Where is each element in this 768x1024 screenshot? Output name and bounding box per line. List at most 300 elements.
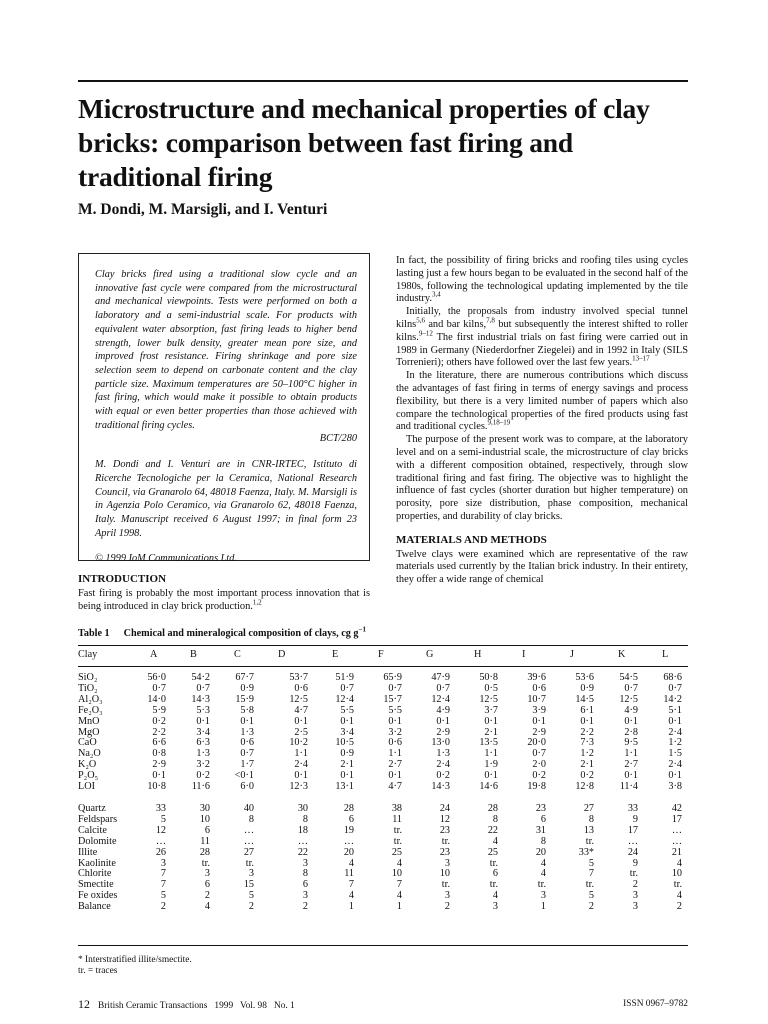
table-cell: 3 [444, 890, 450, 902]
row-label: K₂O [78, 759, 97, 771]
table-cell: 2·1 [580, 759, 594, 771]
abstract-box [78, 253, 370, 565]
table-cell: 1·9 [484, 759, 498, 771]
text: In fact, the possibility of firing bricks and roofing tiles using cycles lasting just a few hours began to be evaluated in the second half of the 1980s, following the technological updating implemented by the tile industry. [396, 255, 689, 305]
column-header: C [234, 649, 241, 660]
methods-heading: MATERIALS AND METHODS [396, 533, 547, 546]
table-cell: 2·9 [152, 759, 166, 771]
table-cell: tr. [489, 857, 498, 869]
article-title: Microstructure and mechanical properties of clay bricks: comparison between fast firing and traditional firing [78, 93, 650, 192]
table-cell: 2·4 [436, 759, 450, 771]
author-affiliation: M. Dondi and I. Venturi are in CNR-IRTEC, Istituto di Ricerche Tecnologiche per la Ceramica, National Research Council, via Granarolo 64, 48018 Faenza, Italy. M. Marsigli is in Agenzia Polo Ceramico, via Granarolo 62, 48018 Faenza, Italy. Manuscript received 6 August 1997; in final form 23 April 1998. [95, 459, 357, 539]
table-cell: 2·4 [668, 759, 682, 771]
table-cell: 0·6 [388, 737, 402, 749]
table-cell: 0·1 [152, 770, 166, 782]
table-note: * Interstratified illite/smectite. [78, 955, 192, 965]
table-cell: 10·8 [147, 781, 166, 793]
table-cell: 39·6 [527, 672, 546, 683]
table-cell: … [671, 824, 682, 836]
table-cell: 4 [348, 857, 354, 869]
footer-left [78, 997, 295, 1012]
table-cell: 0·6 [532, 682, 546, 694]
column-header-clay: Clay [78, 649, 98, 660]
table-cell: 0·1 [196, 715, 210, 727]
table-cell: 1·3 [196, 748, 210, 760]
row-label: MgO [78, 726, 100, 738]
paragraph [396, 255, 688, 306]
table-cell: 11 [392, 813, 402, 825]
row-label: Smectite [78, 879, 114, 891]
table-row [78, 673, 692, 684]
row-label: SiO₂ [78, 672, 98, 683]
column-header: J [570, 649, 574, 660]
table-cell: … [155, 835, 166, 847]
table-cell: 1·1 [294, 748, 308, 760]
top-rule [78, 80, 688, 82]
table-cell: 33* [578, 846, 594, 858]
table-cell: 2 [588, 901, 594, 913]
table-cell: 13·0 [431, 737, 450, 749]
table-cell: … [243, 824, 254, 836]
table-cell: 4 [396, 857, 402, 869]
citation: 13–17 [632, 354, 650, 363]
table-caption [78, 625, 366, 639]
table-cell: 1·1 [484, 748, 498, 760]
table-cell: 1·5 [668, 748, 682, 760]
table-cell: 0·7 [340, 682, 354, 694]
table-cell: 30 [297, 803, 308, 814]
abstract-code: BCT/280 [319, 433, 357, 445]
table-cell: 6 [540, 813, 546, 825]
table-cell: 0·1 [484, 770, 498, 782]
table-cell: 8 [492, 813, 498, 825]
table-cell: 12 [155, 824, 166, 836]
table-cell: tr. [537, 879, 546, 891]
text: Initially, the proposals from industry involved special tunnel kilns [396, 306, 688, 330]
table-cell: 20 [535, 846, 546, 858]
table-cell: 10·2 [289, 737, 308, 749]
table-row [78, 695, 692, 706]
table-cell: 10 [391, 868, 402, 880]
table-cell: 0·7 [436, 682, 450, 694]
table-cell: 1·7 [240, 759, 254, 771]
table-cell: 0·9 [340, 748, 354, 760]
table-cell: 11·6 [191, 781, 210, 793]
table-cell: 5 [160, 890, 166, 902]
table-cell: 33 [155, 803, 166, 814]
table-cell: 50·8 [479, 672, 498, 683]
table-cell: 12·5 [479, 693, 498, 705]
table-cell: 3 [302, 857, 308, 869]
table-cell: 5·8 [240, 704, 254, 716]
table-cell: 14·6 [479, 781, 498, 793]
table-cell: 3·7 [484, 704, 498, 716]
column-header: H [474, 649, 482, 660]
paragraph [396, 370, 688, 434]
table-row [78, 749, 692, 760]
table-cell: 8 [302, 868, 308, 880]
column-header: G [426, 649, 434, 660]
table-cell: 3·2 [388, 726, 402, 738]
table-cell: 38 [391, 803, 402, 814]
row-label: Na₂O [78, 748, 101, 760]
table-cell: 3 [160, 857, 166, 869]
table-cell: 11 [344, 868, 354, 880]
table-cell: 5·3 [196, 704, 210, 716]
table-cell: 67·7 [235, 672, 254, 683]
table-cell: 30 [199, 803, 210, 814]
table-row [78, 706, 692, 717]
table-cell: 10·7 [527, 693, 546, 705]
table-cell: 0·6 [240, 737, 254, 749]
table-cell: 1·2 [668, 737, 682, 749]
table-cell: 19 [343, 824, 354, 836]
table-cell: 0·9 [240, 682, 254, 694]
citation: 3,4 [431, 290, 441, 299]
table-cell: 1 [348, 901, 354, 913]
table-cell: 2·1 [484, 726, 498, 738]
table-cell: 17 [627, 824, 638, 836]
table-cell: 0·2 [436, 770, 450, 782]
table-cell: 7 [160, 868, 166, 880]
table-notes [78, 955, 192, 977]
table-cell: 1·3 [240, 726, 254, 738]
table-cell: 10 [671, 868, 682, 880]
table-cell: 4 [492, 835, 498, 847]
table-cell: 2·2 [152, 726, 166, 738]
table-cell: 12·4 [431, 693, 450, 705]
table-rule-header [78, 666, 688, 667]
column-header: E [332, 649, 339, 660]
table-cell: 3 [248, 868, 254, 880]
table-cell: 0·9 [580, 682, 594, 694]
row-label: Al₂O₃ [78, 693, 103, 705]
table-cell: 0·1 [436, 715, 450, 727]
table-cell: 8 [302, 813, 308, 825]
table-cell: 28 [487, 803, 498, 814]
table-cell: 8 [540, 835, 546, 847]
table-cell: 2 [632, 879, 638, 891]
table-cell: 0·2 [532, 770, 546, 782]
table-row [78, 859, 692, 870]
table-cell: 4·7 [294, 704, 308, 716]
intro-text: Fast firing is probably the most important process innovation that is being introduced in clay brick production. [78, 587, 370, 612]
table-row [78, 902, 692, 913]
caption-unit-exponent: −1 [358, 625, 366, 634]
row-label: Feldspars [78, 813, 118, 825]
table-cell: tr. [441, 879, 450, 891]
table-cell: 2·9 [436, 726, 450, 738]
table-cell: 8 [588, 813, 594, 825]
table-cell: 0·7 [240, 748, 254, 760]
table-row [78, 869, 692, 880]
table-cell: 0·7 [668, 682, 682, 694]
table-cell: 7·3 [580, 737, 594, 749]
table-cell: 25 [487, 846, 498, 858]
table-row [78, 771, 692, 782]
table-cell: 4 [540, 868, 546, 880]
table-cell: 0·1 [580, 715, 594, 727]
row-label: Dolomite [78, 835, 117, 847]
table-rule-top [78, 645, 688, 646]
table-cell: 0·7 [532, 748, 546, 760]
table-cell: 26 [155, 846, 166, 858]
table-cell: 6 [348, 813, 354, 825]
table-cell: 1·1 [388, 748, 402, 760]
table-cell: 2 [302, 901, 308, 913]
table-row [78, 728, 692, 739]
citation: 1,2 [252, 598, 262, 607]
table-cell: 0·2 [196, 770, 210, 782]
table-rule-bottom [78, 945, 688, 946]
table-cell: 3·9 [532, 704, 546, 716]
chemical-composition-table [78, 673, 692, 793]
table-cell: 68·6 [663, 672, 682, 683]
table-cell: 12·5 [289, 693, 308, 705]
table-cell: 1 [396, 901, 402, 913]
table-cell: 2 [248, 901, 254, 913]
table-cell: … [671, 835, 682, 847]
table-cell: 56·0 [147, 672, 166, 683]
column-header: F [378, 649, 384, 660]
table-number: Table 1 [78, 628, 110, 639]
table-cell: 0·1 [294, 770, 308, 782]
table-cell: 2·5 [294, 726, 308, 738]
table-cell: 2·7 [388, 759, 402, 771]
table-cell: 4 [492, 890, 498, 902]
issn: ISSN 0967–9782 [623, 999, 688, 1009]
table-cell: 3 [632, 890, 638, 902]
table-row [78, 837, 692, 848]
table-cell: 28 [199, 846, 210, 858]
table-cell: 3·2 [196, 759, 210, 771]
table-cell: 1·2 [580, 748, 594, 760]
table-cell: 47·9 [431, 672, 450, 683]
table-cell: 22 [487, 824, 498, 836]
table-cell: 3 [444, 857, 450, 869]
table-cell: 5 [588, 857, 594, 869]
table-cell: 10 [199, 813, 210, 825]
table-row [78, 738, 692, 749]
table-cell: 3 [540, 890, 546, 902]
table-cell: 6 [492, 868, 498, 880]
right-column [396, 255, 688, 587]
table-row [78, 804, 692, 815]
table-cell: 7 [588, 868, 594, 880]
table-row [78, 891, 692, 902]
table-cell: 13 [583, 824, 594, 836]
table-cell: 21 [671, 846, 682, 858]
table-cell: 11 [200, 835, 210, 847]
table-row [78, 717, 692, 728]
table-cell: 3 [204, 868, 210, 880]
table-cell: 0·8 [152, 748, 166, 760]
table-cell: 27 [243, 846, 254, 858]
table-cell: tr. [673, 879, 682, 891]
mineralogical-composition-table [78, 804, 692, 913]
table-cell: 0·1 [340, 770, 354, 782]
table-cell: 0·2 [152, 715, 166, 727]
table-cell: tr. [585, 835, 594, 847]
table-cell: tr. [489, 879, 498, 891]
table-row [78, 760, 692, 771]
table-cell: 12·4 [335, 693, 354, 705]
citation: 9–12 [418, 329, 433, 338]
table-cell: 15·9 [235, 693, 254, 705]
table-cell: 1·1 [624, 748, 638, 760]
table-cell: 5·1 [668, 704, 682, 716]
table-cell: 28 [343, 803, 354, 814]
table-cell: 2·4 [294, 759, 308, 771]
table-cell: tr. [393, 835, 402, 847]
table-cell: 1·3 [436, 748, 450, 760]
text: but subsequently the interest shifted to roller kilns. [396, 318, 689, 343]
table-cell: 0·7 [152, 682, 166, 694]
table-cell: 4 [396, 890, 402, 902]
table-note: tr. = traces [78, 966, 118, 976]
row-label: Illite [78, 846, 98, 858]
table-cell: 20 [343, 846, 354, 858]
paragraph: The purpose of the present work was to compare, at the laboratory level and on a semi-industrial scale, the microstructure of clay bricks with a different composition obtained, respectively, through slow traditional firing and fast firing. The objective was to highlight the influence of fast cycles (shorter duration but higher temperature) on porosity, pore size distribution, phase composition, mechanical properties, and durability of clay bricks. [396, 434, 688, 522]
journal-name: British Ceramic Transactions 1999 Vol. 98 No. 1 [98, 1001, 295, 1011]
table-header [78, 650, 692, 661]
table-cell: 9·5 [624, 737, 638, 749]
authors: M. Dondi, M. Marsigli, and I. Venturi [78, 201, 328, 218]
table-cell: 10·5 [335, 737, 354, 749]
table-cell: tr. [441, 835, 450, 847]
column-header: K [618, 649, 626, 660]
table-cell: 42 [671, 803, 682, 814]
copyright: © 1999 IoM Communications Ltd. [95, 553, 237, 565]
row-label: Calcite [78, 824, 107, 836]
column-header: A [150, 649, 158, 660]
table-cell: 0·7 [196, 682, 210, 694]
table-cell: 10 [439, 868, 450, 880]
table-cell: 3·4 [340, 726, 354, 738]
table-cell: 23 [439, 824, 450, 836]
table-cell: 5·5 [388, 704, 402, 716]
table-cell: 1 [540, 901, 546, 913]
table-cell: 4·7 [388, 781, 402, 793]
table-cell: 54·5 [619, 672, 638, 683]
table-cell: <0·1 [234, 770, 254, 782]
table-cell: 0·1 [294, 715, 308, 727]
table-cell: 6 [204, 824, 210, 836]
table-cell: 33 [627, 803, 638, 814]
table-cell: 4·9 [624, 704, 638, 716]
table-cell: 22 [297, 846, 308, 858]
row-label: Fe₂O₃ [78, 704, 103, 716]
table-cell: 6 [302, 879, 308, 891]
table-cell: 4 [676, 857, 682, 869]
table-cell: 12 [439, 813, 450, 825]
table-cell: 2·8 [624, 726, 638, 738]
row-label: CaO [78, 737, 97, 749]
column-header: B [190, 649, 197, 660]
row-label: Quartz [78, 803, 106, 814]
table-cell: 20·0 [527, 737, 546, 749]
table-cell: 2 [204, 890, 210, 902]
table-cell: 4 [348, 890, 354, 902]
table-cell: 0·1 [624, 770, 638, 782]
table-cell: 6 [204, 879, 210, 891]
table-row [78, 880, 692, 891]
table-cell: 14·0 [147, 693, 166, 705]
row-label: Balance [78, 901, 111, 913]
table-cell: 0·1 [532, 715, 546, 727]
row-label: MnO [78, 715, 100, 727]
table-cell: tr. [629, 868, 638, 880]
paragraph [396, 306, 688, 370]
table-cell: 23 [535, 803, 546, 814]
table-cell: 2·7 [624, 759, 638, 771]
row-label: TiO₂ [78, 682, 98, 694]
table-cell: 17 [671, 813, 682, 825]
introduction-section [78, 573, 370, 613]
citation: 9,18–19 [487, 418, 511, 427]
table-cell: 4·9 [436, 704, 450, 716]
table-cell: 3·4 [196, 726, 210, 738]
table-row [78, 826, 692, 837]
table-cell: 4 [204, 901, 210, 913]
table-cell: 11·4 [619, 781, 638, 793]
table-cell: 6·0 [240, 781, 254, 793]
table-cell: 0·1 [484, 715, 498, 727]
table-cell: 3 [492, 901, 498, 913]
table-cell: 53·6 [575, 672, 594, 683]
table-cell: … [243, 835, 254, 847]
table-cell: 2·0 [532, 759, 546, 771]
table-cell: 8 [248, 813, 254, 825]
table-row [78, 782, 692, 793]
table-cell: 40 [243, 803, 254, 814]
table-cell: 5·9 [152, 704, 166, 716]
table-cell: 25 [391, 846, 402, 858]
table-cell: 12·3 [289, 781, 308, 793]
table-cell: 2 [676, 901, 682, 913]
table-cell: 24 [439, 803, 450, 814]
table-cell: 2 [444, 901, 450, 913]
introduction-paragraph [78, 588, 370, 614]
table-cell: … [343, 835, 354, 847]
table-cell: 27 [583, 803, 594, 814]
table-cell: 9 [632, 857, 638, 869]
table-cell: 18 [297, 824, 308, 836]
paragraph: Twelve clays were examined which are representative of the raw materials used currently by the Italian brick industry. In their entirety, they offer a wide range of chemical [396, 548, 688, 586]
table-cell: tr. [245, 857, 254, 869]
table-cell: 0·5 [484, 682, 498, 694]
table-cell: 14·3 [431, 781, 450, 793]
table-cell: 0·6 [294, 682, 308, 694]
table-cell: 3 [302, 890, 308, 902]
table-cell: 0·7 [388, 682, 402, 694]
table-cell: 6·1 [580, 704, 594, 716]
table-cell: 5 [160, 813, 166, 825]
table-cell: 7 [396, 879, 402, 891]
table-cell: 24 [627, 846, 638, 858]
table-cell: 0·1 [624, 715, 638, 727]
table-cell: 15 [243, 879, 254, 891]
page-number: 12 [78, 997, 90, 1011]
table-cell: … [297, 835, 308, 847]
row-label: Fe oxides [78, 890, 118, 902]
caption-text: Chemical and mineralogical composition of clays, cg g [123, 628, 359, 639]
table-cell: 5 [588, 890, 594, 902]
table-cell: tr. [201, 857, 210, 869]
table-cell: tr. [393, 824, 402, 836]
text: In the literature, there are numerous contributions which discuss the advantages of fast firing in terms of energy savings and process flexibility, but there is a very limited number of papers which also compare the technological properties of the fired products using fast and traditional cycles. [396, 370, 688, 433]
table-cell: 51·9 [335, 672, 354, 683]
